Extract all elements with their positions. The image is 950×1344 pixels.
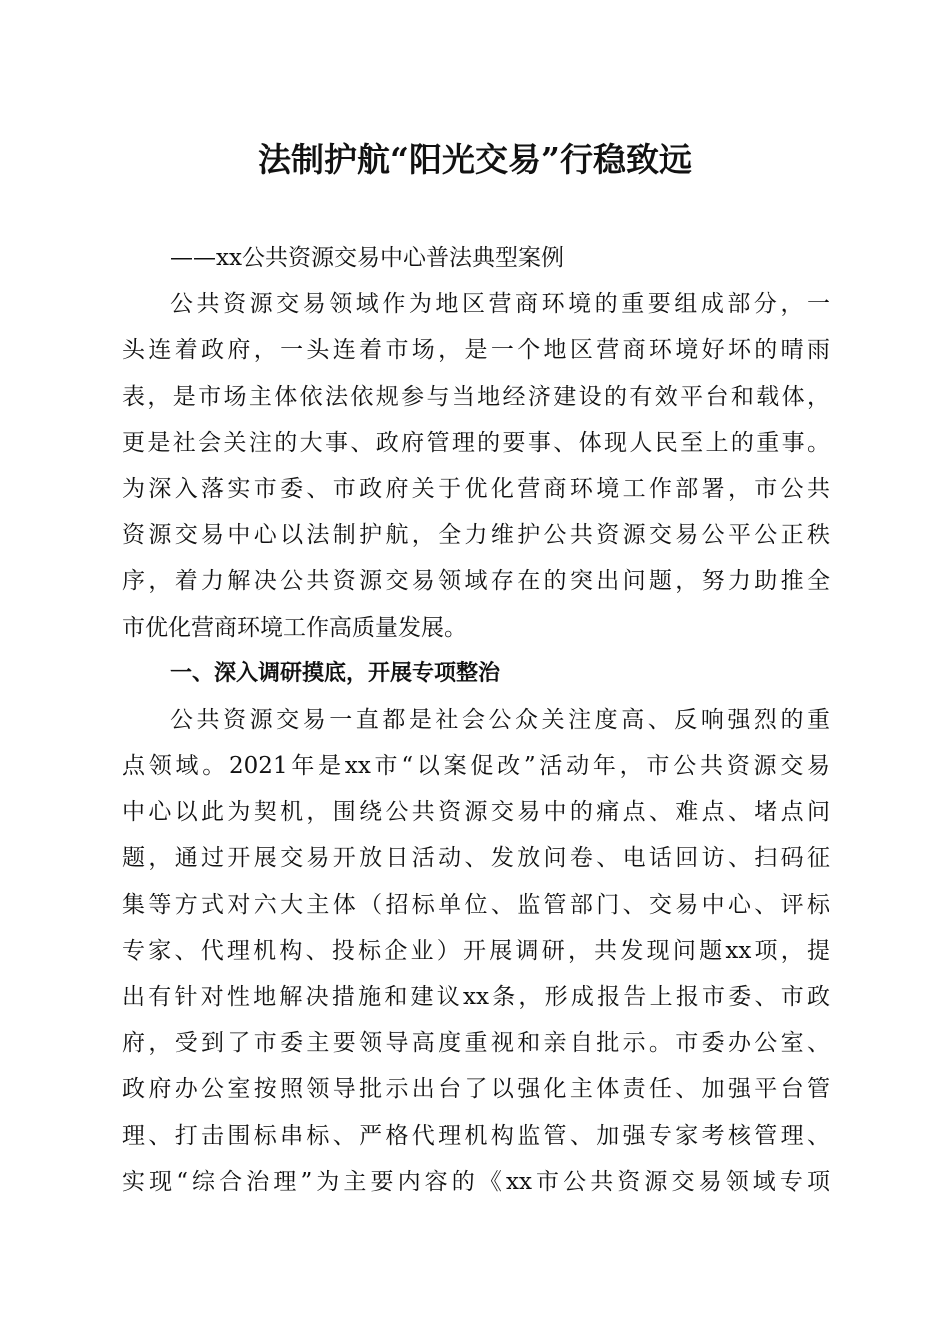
paragraph-section1: [122, 697, 830, 1205]
text-line: 理、打击围标串标、严格代理机构监管、加强专家考核管理、: [122, 1122, 830, 1149]
text-line: 头连着政府，一头连着市场，是一个地区营商环境好坏的晴雨: [122, 337, 830, 364]
document-title: 法制护航“阳光交易”行稳致远: [258, 140, 692, 179]
text-line: 点领域。2021年是xx市“以案促改”活动年，市公共资源交易: [122, 753, 830, 780]
text-line: 出有针对性地解决措施和建议xx条，形成报告上报市委、市政: [122, 984, 830, 1010]
text-line: 专家、代理机构、投标企业）开展调研，共发现问题xx项，提: [122, 937, 830, 964]
document-subtitle: ——xx公共资源交易中心普法典型案例: [170, 245, 564, 271]
text-line: 为深入落实市委、市政府关于优化营商环境工作部署，市公共: [122, 475, 830, 502]
text-line: 题，通过开展交易开放日活动、发放问卷、电话回访、扫码征: [122, 845, 830, 872]
text-line: 资源交易中心以法制护航，全力维护公共资源交易公平公正秩: [122, 522, 830, 549]
text-line: 政府办公室按照领导批示出台了以强化主体责任、加强平台管: [122, 1076, 830, 1103]
paragraph-intro: [122, 281, 830, 651]
document-body: [122, 235, 830, 1205]
text-line: 公共资源交易一直都是社会公众关注度高、反响强烈的重: [170, 706, 830, 733]
text-line: 更是社会关注的大事、政府管理的要事、体现人民至上的重事。: [122, 429, 830, 456]
text-line: 实现“综合治理”为主要内容的《xx市公共资源交易领域专项: [122, 1168, 830, 1195]
text-line: 序，着力解决公共资源交易领域存在的突出问题，努力助推全: [122, 568, 830, 595]
text-line: 表，是市场主体依法依规参与当地经济建设的有效平台和载体，: [122, 383, 830, 410]
text-line: 集等方式对六大主体（招标单位、监管部门、交易中心、评标: [122, 891, 830, 918]
text-line: 府，受到了市委主要领导高度重视和亲自批示。市委办公室、: [122, 1030, 830, 1057]
section-heading: 一、深入调研摸底，开展专项整治: [170, 660, 501, 686]
text-line: 中心以此为契机，围绕公共资源交易中的痛点、难点、堵点问: [122, 799, 830, 826]
text-line: 市优化营商环境工作高质量发展。: [122, 614, 467, 641]
text-line: 公共资源交易领域作为地区营商环境的重要组成部分，一: [170, 291, 830, 318]
